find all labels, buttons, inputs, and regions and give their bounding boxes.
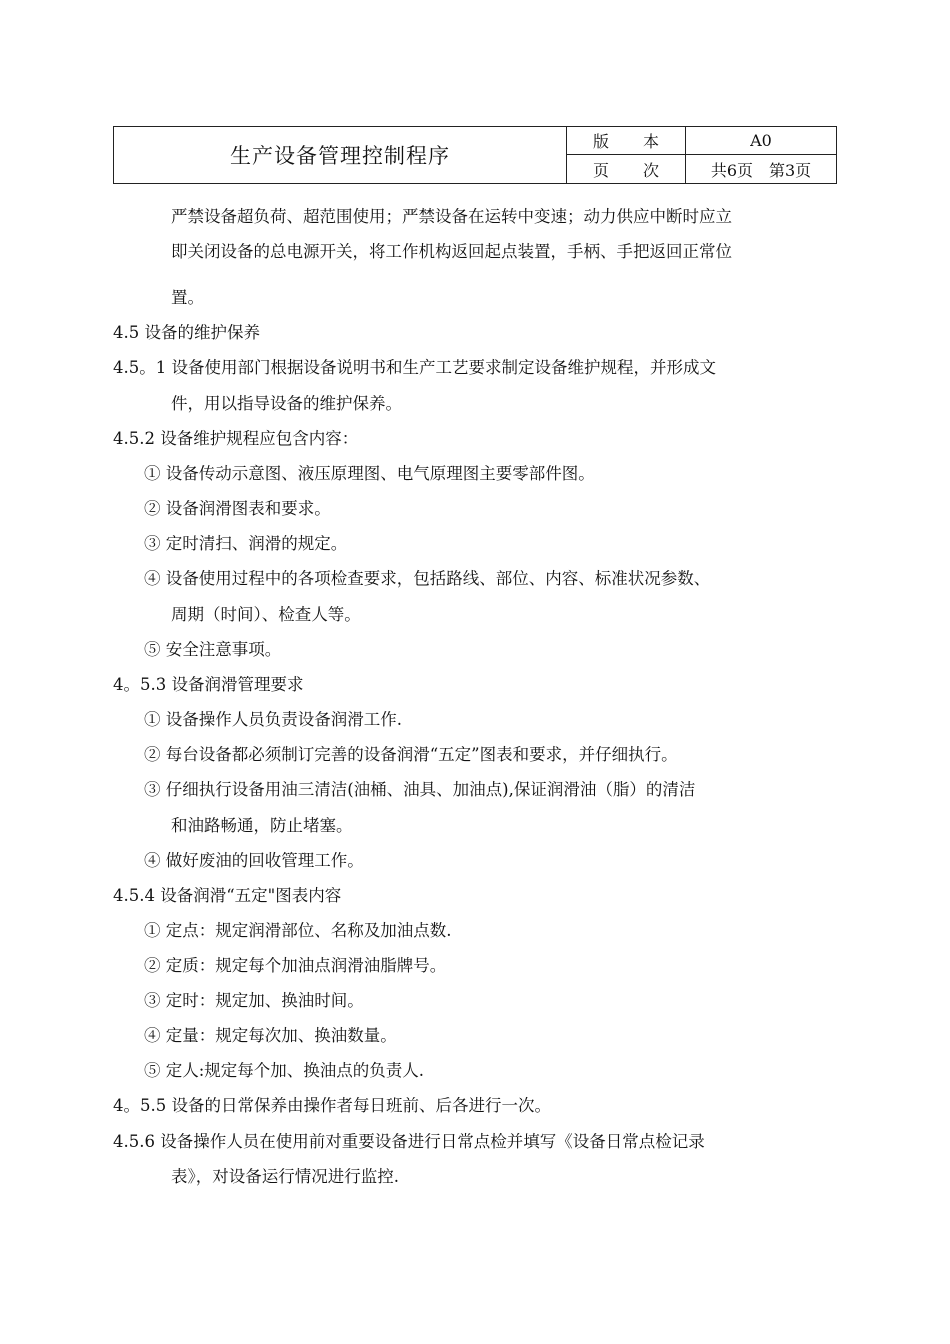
subsection-heading: 4.5.6 设备操作人员在使用前对重要设备进行日常点检并填写《设备日常点检记录 [113,1132,705,1151]
list-item: ④ 做好废油的回收管理工作。 [144,851,364,870]
version-label-char-2: 本 [642,132,659,151]
version-value: A0 [686,127,836,155]
subsection-heading: 4.5.2 设备维护规程应包含内容： [113,429,359,448]
list-item: ③ 仔细执行设备用油三清洁(油桶、油具、加油点),保证润滑油（脂）的清洁 [144,780,696,799]
section-heading: 4.5 设备的维护保养 [113,323,260,342]
list-item: ⑤ 定人:规定每个加、换油点的负责人. [144,1061,425,1080]
text-line: 件，用以指导设备的维护保养。 [171,394,402,413]
list-item: ④ 设备使用过程中的各项检查要求，包括路线、部位、内容、标准状况参数、 [144,569,711,588]
list-item: ⑤ 安全注意事项。 [144,640,282,659]
page-label-char-1: 页 [593,160,610,180]
version-label [567,127,686,155]
list-item: ② 定质：规定每个加油点润滑油脂牌号。 [144,956,447,975]
list-item: ④ 定量：规定每次加、换油数量。 [144,1026,397,1045]
text-line: 4.5。1 设备使用部门根据设备说明书和生产工艺要求制定设备维护规程，并形成文 [113,358,716,377]
list-item: ① 定点：规定润滑部位、名称及加油点数. [144,921,452,940]
list-item: ② 设备润滑图表和要求。 [144,499,331,518]
list-item: ① 设备操作人员负责设备润滑工作. [144,710,402,729]
document-header-table [113,126,837,184]
page-label [567,155,686,183]
list-item: ③ 定时清扫、润滑的规定。 [144,534,348,553]
subsection-heading: 4。5.3 设备润滑管理要求 [113,675,304,694]
list-item-continuation: 周期（时间）、检查人等。 [171,605,361,624]
text-line: 即关闭设备的总电源开关，将工作机构返回起点装置，手柄、手把返回正常位 [171,242,732,261]
version-label-char-1: 版 [593,132,610,151]
subsection-heading: 4。5.5 设备的日常保养由操作者每日班前、后各进行一次。 [113,1096,551,1115]
header-info-grid [567,127,836,183]
subsection-heading: 4.5.4 设备润滑“五定"图表内容 [113,886,342,905]
text-line: 置。 [171,288,204,307]
page-label-char-2: 次 [642,160,659,180]
page-value: 共6页 第3页 [710,160,812,180]
list-item: ① 设备传动示意图、液压原理图、电气原理图主要零部件图。 [144,464,595,483]
list-item-continuation: 和油路畅通，防止堵塞。 [171,816,353,835]
text-line: 表》，对设备运行情况进行监控. [171,1167,399,1186]
list-item: ② 每台设备都必须制订完善的设备润滑“五定”图表和要求，并仔细执行。 [144,745,678,764]
list-item: ③ 定时：规定加、换油时间。 [144,991,364,1010]
document-title: 生产设备管理控制程序 [114,127,567,183]
text-line: 严禁设备超负荷、超范围使用；严禁设备在运转中变速；动力供应中断时应立 [171,207,732,226]
